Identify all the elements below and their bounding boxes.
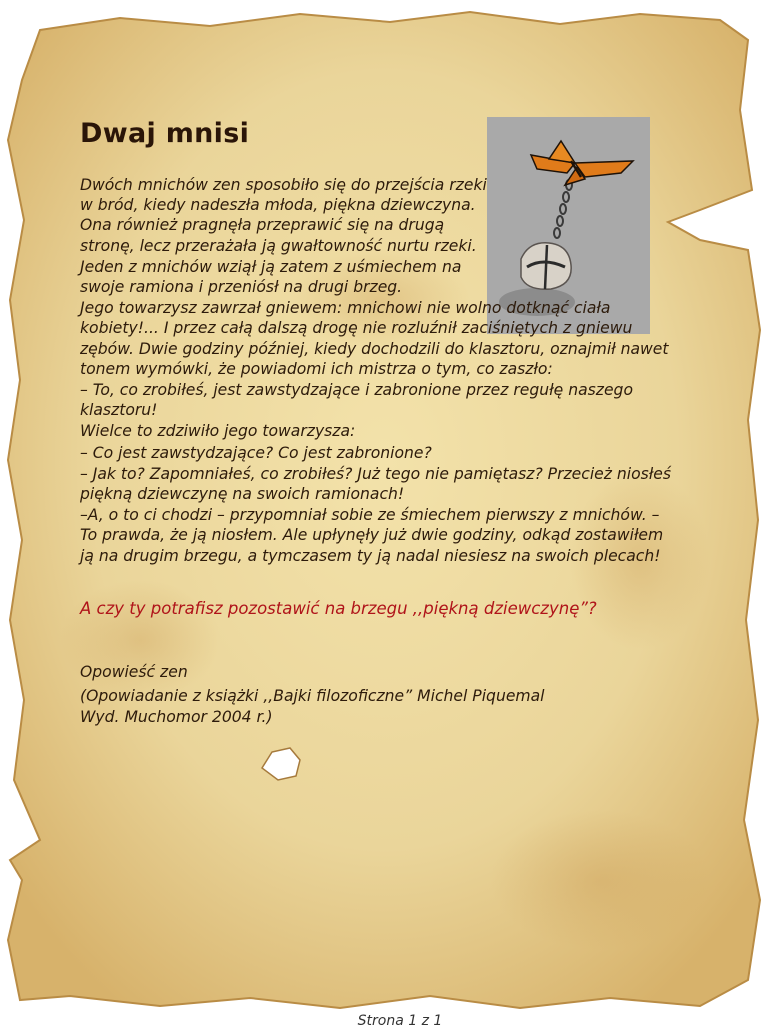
paragraph: – To, co zrobiłeś, jest zawstydzające i zabronione przez regułę naszego klasztoru! xyxy=(80,381,633,420)
attribution-line: Opowieść zen xyxy=(80,662,188,681)
attribution-line: Wyd. Muchomor 2004 r.) xyxy=(80,708,273,727)
story-content xyxy=(80,118,680,728)
paragraph: Dwóch mnichów zen sposobiło się do przejścia rzeki w bród, kiedy nadeszła młoda, piękna dziewczyna. Ona również pragnęła przeprawić się na drugą stronę, lecz przerażała ją gwałtowność nurtu rzeki. xyxy=(80,176,487,255)
paragraph: Jego towarzysz zawrzał gniewem: mnichowi nie wolno dotknąć ciała kobiety!... I przez całą dalszą drogę nie rozluźnił zaciśniętych z gniewu zębów. Dwie godziny później, kiedy dochodzili do klasztoru, oznajmił nawet tonem wymówki, że powiadomi ich mistrza o tym, co zaszło: xyxy=(80,299,669,378)
paragraph: Wielce to zdziwiło jego towarzysza: xyxy=(80,422,356,441)
paragraph: – Jak to? Zapomniałeś, co zrobiłeś? Już tego nie pamiętasz? Przecież niosłeś piękną dziewczynę na swoich ramionach! xyxy=(80,464,671,504)
story-title: Dwaj mnisi xyxy=(80,118,250,149)
paragraph: – Co jest zawstydzające? Co jest zabronione? xyxy=(80,443,432,462)
closing-question: A czy ty potrafisz pozostawić na brzegu ,,piękną dziewczynę”? xyxy=(80,598,597,618)
source-attribution xyxy=(80,662,680,728)
paragraph: Jeden z mnichów wziął ją zatem z uśmiechem na swoje ramiona i przeniósł na drugi brzeg. xyxy=(80,257,462,297)
attribution-line: (Opowiadanie z książki ,,Bajki filozoficzne” Michel Piquemal xyxy=(80,687,545,706)
paragraph: –A, o to ci chodzi – przypomniał sobie ze śmiechem pierwszy z mnichów. – To prawda, że ją niosłem. Ale upłynęły już dwie godziny, odkąd zostawiłem ją na drugim brzegu, a tymczasem ty ją nadal niesiesz na swoich plecach! xyxy=(80,506,664,565)
page-footer: Strona 1 z 1 xyxy=(357,1013,443,1029)
